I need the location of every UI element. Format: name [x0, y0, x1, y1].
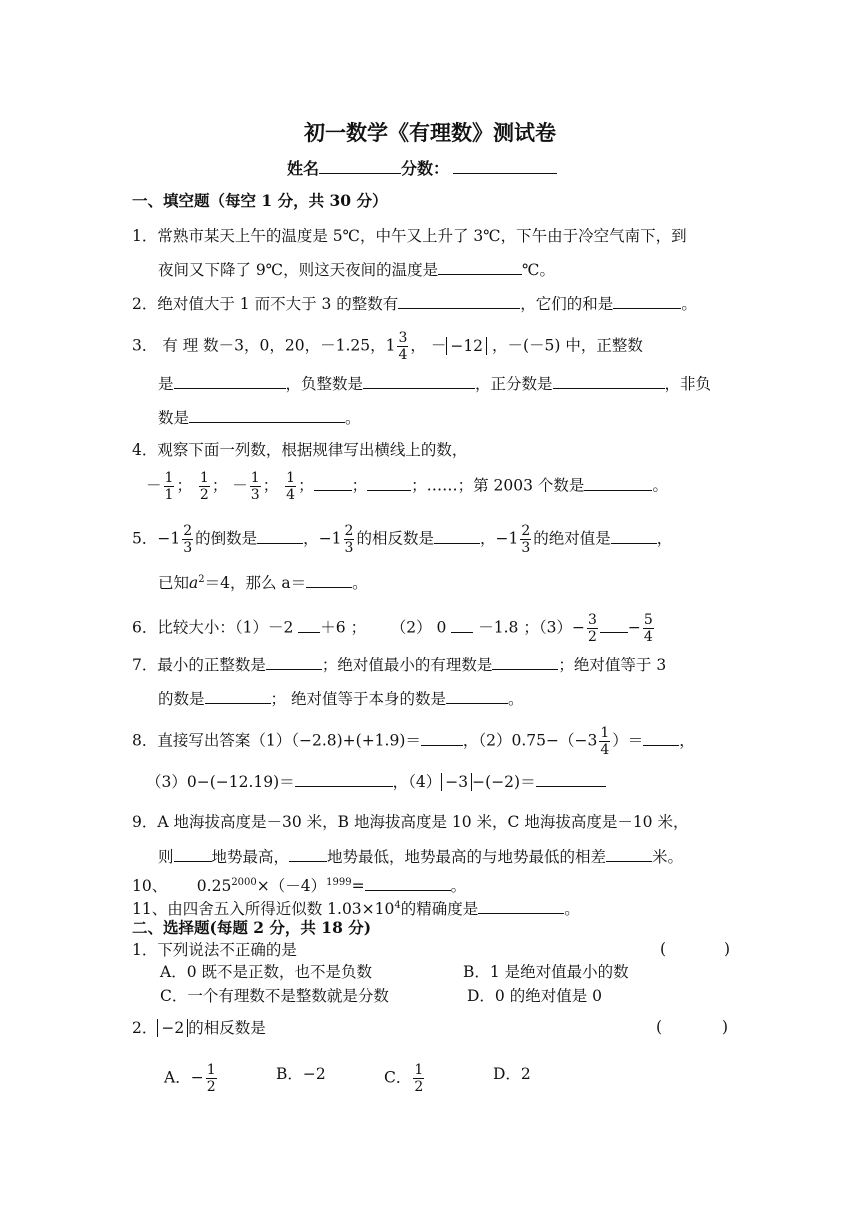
q3-text: 是: [158, 375, 174, 393]
answer-blank[interactable]: [492, 654, 558, 670]
student-info-line: [287, 158, 557, 179]
answer-paren-open: (: [656, 1018, 663, 1036]
q3-line1: [132, 330, 643, 363]
q9-text: 地势最低，地势最高的与地势最低的相差: [327, 848, 607, 866]
answer-blank[interactable]: [606, 846, 652, 862]
comma: ，: [679, 731, 695, 750]
q4-line2: [146, 470, 668, 503]
answer-paren-close: ): [722, 1018, 729, 1036]
answer-blank[interactable]: [295, 771, 393, 787]
answer-blank[interactable]: [174, 846, 212, 862]
q2-text2: ，它们的和是: [520, 295, 614, 313]
numerator: 3: [398, 330, 408, 346]
q3-text3: ，－(－5) 中，正整数: [491, 336, 643, 355]
q11-text: 的精确度是: [400, 900, 479, 919]
absolute-value: −2: [157, 1019, 188, 1037]
mixed-whole: −1: [495, 529, 519, 548]
q5-text: 已知: [158, 574, 190, 593]
answer-blank[interactable]: [174, 373, 286, 389]
q9-text: 地势最高，: [211, 848, 290, 866]
q3-text: ，非负: [664, 375, 712, 393]
numerator: 1: [414, 1062, 424, 1078]
q9-line1: 9．A 地海拔高度是－30 米，B 地海拔高度是 10 米，C 地海拔高度是－10 米，: [132, 813, 689, 831]
answer-blank[interactable]: [536, 771, 606, 787]
denominator: 2: [199, 487, 209, 503]
denominator: 4: [286, 487, 296, 503]
answer-blank[interactable]: [257, 528, 303, 544]
numerator: 1: [600, 725, 610, 741]
mc1-option-d[interactable]: D．0 的绝对值是 0: [467, 987, 603, 1005]
numerator: 2: [344, 523, 354, 539]
q6-text: －1.8 ；（3）: [478, 618, 572, 637]
q5-text: ＝4，那么 a＝: [204, 574, 307, 593]
denominator: 2: [414, 1079, 424, 1095]
question-number: 5．: [132, 529, 158, 548]
fraction: [250, 470, 261, 503]
separator: ；: [298, 476, 314, 495]
answer-blank[interactable]: [438, 259, 522, 275]
mc2-text: 的相反数是: [188, 1019, 266, 1037]
exponent: 2000: [231, 877, 257, 888]
answer-blank[interactable]: [434, 528, 480, 544]
numerator: 2: [183, 523, 193, 539]
q7-end: 。: [507, 690, 524, 708]
q2-line: [132, 293, 697, 314]
exponent: 4: [394, 900, 401, 911]
equals-sign: =: [351, 877, 365, 896]
q7-line1: [132, 654, 666, 675]
denominator: 1: [164, 487, 174, 503]
answer-blank[interactable]: [553, 373, 665, 389]
fraction: [643, 612, 654, 645]
answer-blank[interactable]: [611, 528, 657, 544]
denominator: 4: [600, 742, 610, 758]
minus-sign: －: [146, 476, 162, 495]
variable: a: [189, 574, 199, 593]
q6-line: [132, 612, 656, 645]
q5-text: 的绝对值是: [533, 529, 611, 548]
q5-line1: [132, 523, 672, 556]
answer-blank[interactable]: [363, 373, 475, 389]
answer-paren-close: ): [724, 940, 731, 958]
q10-text: ×（－4）: [256, 877, 327, 896]
denominator: 3: [344, 540, 354, 556]
denominator: 3: [183, 540, 193, 556]
q10-text: 0.25: [196, 877, 232, 896]
fraction: [587, 612, 598, 645]
separator: ；: [211, 476, 228, 495]
q5-text: 的相反数是: [356, 529, 434, 548]
q6-text: ＋6 ；: [320, 618, 367, 637]
q4-end: 。: [652, 476, 668, 495]
mc1-option-b[interactable]: B．1 是绝对值最小的数: [463, 963, 629, 981]
numerator: 1: [199, 470, 209, 486]
section1-heading: 一、填空题（每空 1 分，共 30 分）: [132, 191, 388, 210]
minus-sign: −: [571, 618, 585, 637]
q11-end: 。: [564, 900, 580, 919]
q7-text: ；绝对值等于 3: [558, 656, 667, 674]
q8-text: ，（2）0.75−（−3: [462, 731, 598, 750]
separator: ；: [262, 476, 279, 495]
q1-line1: 1．常熟市某天上午的温度是 5℃，中午又上升了 3℃，下午由于冷空气南下，到: [132, 227, 687, 245]
mixed-whole: −1: [318, 529, 342, 548]
numerator: 1: [164, 470, 174, 486]
denominator: 4: [643, 629, 653, 645]
denominator: 2: [206, 1079, 216, 1095]
answer-blank[interactable]: [205, 688, 271, 704]
answer-blank[interactable]: [446, 688, 508, 704]
name-blank[interactable]: [319, 158, 401, 174]
q11-text: 11、由四舍五入所得近似数 1.03×10: [132, 900, 395, 919]
answer-blank[interactable]: [613, 293, 681, 309]
q10-end: 。: [450, 877, 467, 896]
q8-line1: [132, 725, 695, 758]
answer-blank[interactable]: [367, 475, 411, 491]
mc1-option-a[interactable]: A．0 既不是正数，也不是负数: [160, 963, 372, 981]
q3-line2: [158, 373, 711, 394]
numerator: 2: [521, 523, 531, 539]
denominator: 4: [398, 347, 408, 363]
minus-sign: －: [232, 476, 248, 495]
exponent: 2: [198, 574, 205, 585]
q3-text2: ， －: [410, 336, 447, 355]
separator: ；: [176, 476, 192, 495]
separator: ；: [351, 476, 368, 495]
q7-text: ；绝对值最小的有理数是: [321, 656, 493, 674]
q3-end: 。: [345, 409, 361, 427]
option-label: C．: [384, 1068, 412, 1087]
fraction: [520, 523, 531, 556]
q7-text: 7．最小的正整数是: [132, 656, 266, 674]
question-number: 10、: [132, 877, 168, 896]
mixed-whole: −1: [157, 529, 181, 548]
numerator: 1: [206, 1062, 216, 1078]
q4-text: ……；第 2003 个数是: [426, 476, 585, 495]
answer-blank[interactable]: [643, 730, 679, 746]
separator: ；: [411, 476, 427, 495]
q8-text: （3）0−(−12.19)＝: [146, 773, 295, 791]
mc2-option-d[interactable]: D．2: [493, 1065, 531, 1083]
answer-blank[interactable]: [189, 407, 345, 423]
q7-text: ； 绝对值等于本身的数是: [270, 690, 446, 708]
q5-line2: [158, 570, 368, 593]
name-label: 姓名: [287, 159, 320, 178]
answer-paren-open: (: [660, 940, 667, 958]
answer-blank[interactable]: [314, 475, 352, 491]
numerator: 3: [587, 612, 597, 628]
question-number: 2．: [132, 1019, 158, 1037]
q5-end: 。: [352, 574, 368, 593]
absolute-value: −3: [441, 773, 472, 791]
answer-blank[interactable]: [478, 898, 564, 914]
fraction: [397, 330, 408, 363]
fraction: [344, 523, 355, 556]
comma: ，: [479, 529, 496, 548]
fraction: [413, 1062, 424, 1095]
mc1-stem: 1．下列说法不正确的是: [132, 941, 297, 959]
section2-heading: 二、选择题(每题 2 分，共 18 分): [132, 918, 372, 937]
q8-text: −(−2)＝: [472, 773, 536, 791]
answer-blank[interactable]: [584, 475, 652, 491]
fraction: [182, 523, 193, 556]
q3-text: ，负整数是: [285, 375, 364, 393]
denominator: 3: [250, 487, 260, 503]
answer-blank[interactable]: [600, 617, 628, 633]
mc2-option-b[interactable]: B．−2: [276, 1065, 326, 1083]
numerator: 1: [286, 470, 296, 486]
comma: ，: [656, 529, 673, 548]
q9-line2: [158, 846, 683, 867]
mc2-option-c[interactable]: [384, 1062, 426, 1095]
q8-text: ，（4）: [392, 773, 442, 791]
q2-text: 2．绝对值大于 1 而不大于 3 的整数有: [132, 295, 399, 313]
answer-blank[interactable]: [306, 572, 352, 588]
q3-text: ，正分数是: [475, 375, 553, 393]
numerator: 1: [250, 470, 260, 486]
q10-line: [132, 873, 466, 896]
fraction: [599, 725, 610, 758]
fraction: [285, 470, 296, 503]
q3-line3: [158, 407, 361, 428]
q1-unit: ℃。: [522, 261, 555, 279]
exponent: 1999: [326, 877, 352, 888]
score-blank[interactable]: [453, 158, 557, 174]
fraction: [199, 470, 210, 503]
q1-text: 夜间又下降了 9℃，则这天夜间的温度是: [158, 261, 439, 279]
q5-text: 的倒数是: [195, 529, 258, 548]
q1-line2: [158, 259, 555, 280]
minus-sign: −: [627, 618, 641, 637]
q6-text: （2） 0: [390, 618, 447, 637]
minus-sign: −: [190, 1068, 204, 1087]
q6-text: 6．比较大小：（1）－2: [132, 618, 294, 637]
numerator: 5: [643, 612, 653, 628]
q9-end: 米。: [652, 848, 684, 866]
fraction: [206, 1062, 217, 1095]
mc2-stem: [132, 1018, 266, 1038]
q11-line: [132, 896, 580, 919]
q7-text: 的数是: [158, 690, 205, 708]
answer-blank[interactable]: [289, 846, 327, 862]
answer-blank[interactable]: [451, 617, 473, 633]
q2-end: 。: [681, 295, 697, 313]
q8-text: 8．直接写出答案（1）（−2.8)+(+1.9)＝: [132, 731, 421, 750]
option-label: A．: [164, 1068, 191, 1087]
answer-blank[interactable]: [266, 654, 322, 670]
comma: ，: [303, 529, 319, 548]
q8-text: ）＝: [612, 731, 644, 750]
q9-text: 则: [158, 848, 174, 866]
mc2-option-a[interactable]: [164, 1062, 219, 1095]
denominator: 3: [521, 540, 531, 556]
answer-blank[interactable]: [365, 875, 451, 891]
page-title: 初一数学《有理数》测试卷: [304, 120, 556, 145]
mc1-option-c[interactable]: C．一个有理数不是整数就是分数: [160, 987, 389, 1005]
q4-line1: 4．观察下面一列数，根据规律写出横线上的数，: [132, 441, 468, 459]
q7-line2: [158, 688, 523, 709]
q3-text: 数是: [158, 409, 190, 427]
absolute-value: −12: [446, 337, 487, 355]
denominator: 2: [587, 629, 597, 645]
answer-blank[interactable]: [398, 293, 520, 309]
answer-blank[interactable]: [421, 730, 463, 746]
answer-blank[interactable]: [298, 617, 320, 633]
fraction: [164, 470, 175, 503]
q3-text: 3． 有 理 数－3，0，20，－1.25，1: [132, 336, 396, 355]
score-label: 分数：: [401, 159, 450, 178]
q8-line2: [146, 771, 606, 792]
